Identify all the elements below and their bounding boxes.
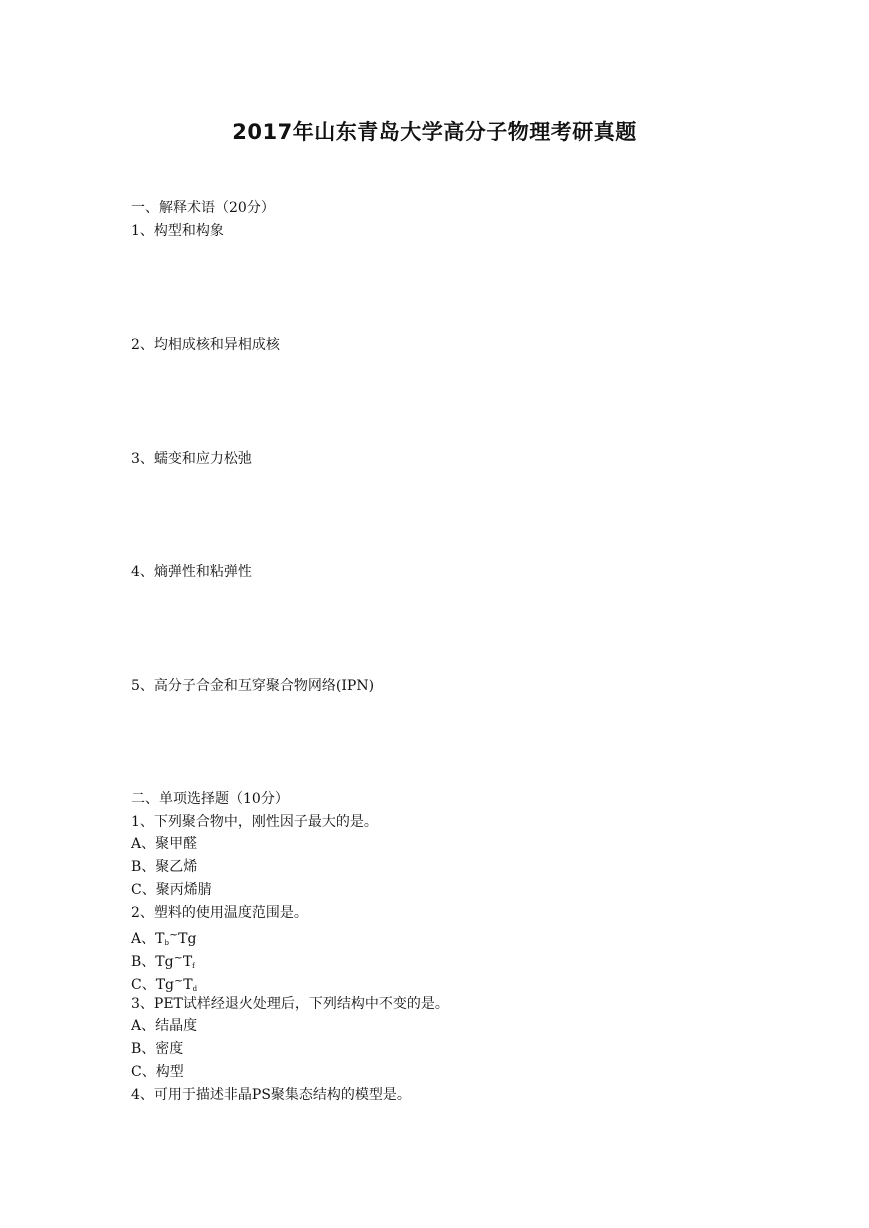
question-4-stem: 4、可用于描述非晶PS聚集态结构的模型是。 — [131, 1087, 411, 1103]
page-title: 2017年山东青岛大学高分子物理考研真题 — [232, 120, 637, 144]
question-2-option-b: B、$Tg^\sim T_f$ — [131, 951, 195, 970]
term-item-4: 4、熵弹性和粘弹性 — [131, 564, 252, 580]
question-3-option-a: A、结晶度 — [131, 1018, 198, 1034]
question-1-option-b: B、聚乙烯 — [131, 859, 198, 875]
question-2-option-c: C、$Tg^\sim T_d$ — [131, 974, 198, 993]
question-1-option-a: A、聚甲醛 — [131, 836, 198, 852]
section1-heading: 一、解释术语（20分） — [131, 200, 275, 216]
term-item-5: 5、高分子合金和互穿聚合物网络(IPN) — [131, 678, 375, 694]
question-1-option-c: C、聚丙烯腈 — [131, 882, 212, 898]
term-item-1: 1、构型和构象 — [131, 223, 224, 239]
question-3-option-b: B、密度 — [131, 1041, 184, 1057]
section2-heading: 二、单项选择题（10分） — [131, 791, 289, 807]
question-1-stem: 1、下列聚合物中，刚性因子最大的是。 — [131, 814, 378, 830]
question-3-stem: 3、PET试样经退火处理后，下列结构中不变的是。 — [131, 996, 449, 1012]
term-item-3: 3、蠕变和应力松弛 — [131, 451, 252, 467]
question-2-stem: 2、塑料的使用温度范围是。 — [131, 905, 308, 921]
question-3-option-c: C、构型 — [131, 1064, 184, 1080]
question-2-option-a: A、$T_b^\sim Tg$ — [131, 928, 197, 947]
term-item-2: 2、均相成核和异相成核 — [131, 337, 280, 353]
